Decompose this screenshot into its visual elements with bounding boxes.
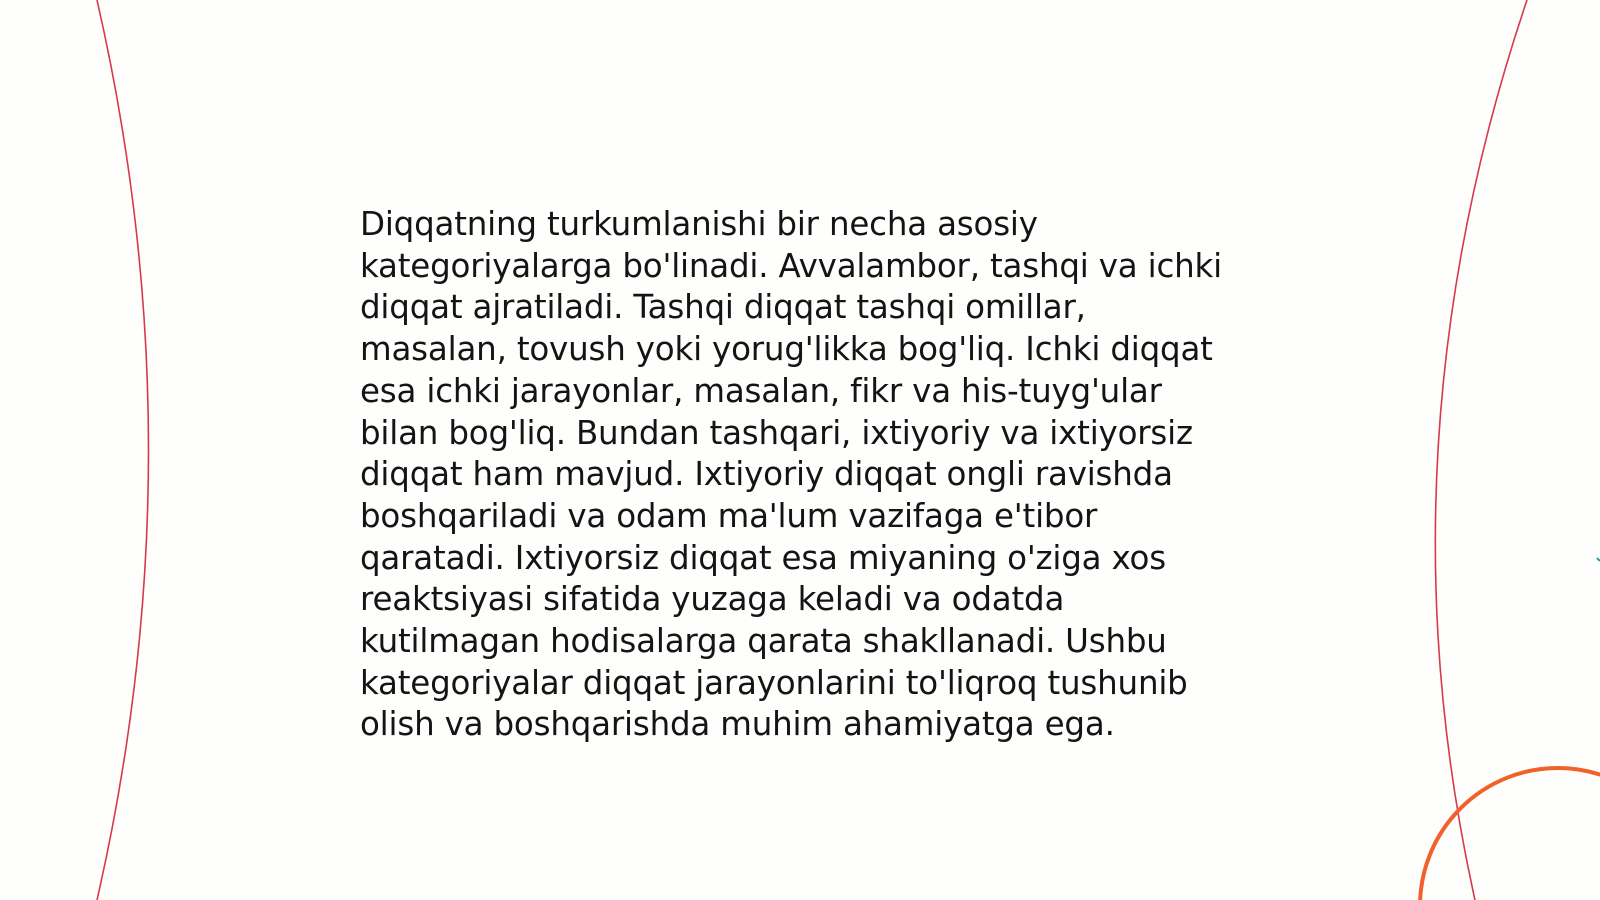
body-text: Diqqatning turkumlanishi bir necha asosiy kategoriyalarga bo'linadi. Avvalambor, tashqi va ichki diqqat ajratiladi. Tashqi diqqat tashqi omillar, masalan, tovush yoki yorug'likka bog'liq. Ichki diqqat esa ichki jarayonlar, masalan, fikr va his-tuyg'ular bilan bog'liq. Bundan tashqari, ixtiyoriy va ixtiyorsiz diqqat ham mavjud. Ixtiyoriy diqqat ongli ravishda boshqariladi va odam ma'lum vazifaga e'tibor qaratadi. Ixtiyorsiz diqqat esa miyaning o'ziga xos reaktsiyasi sifatida yuzaga keladi va odatda kutilmagan hodisalarga qarata shakllanadi. Ushbu kategoriyalar diqqat jarayonlarini to'liqroq tushunib olish va boshqarishda muhim ahamiyatga ega. — [360, 205, 1222, 744]
left-arc-line — [97, 0, 149, 900]
right-arc-line — [1435, 0, 1527, 900]
orange-ring — [1420, 768, 1600, 900]
